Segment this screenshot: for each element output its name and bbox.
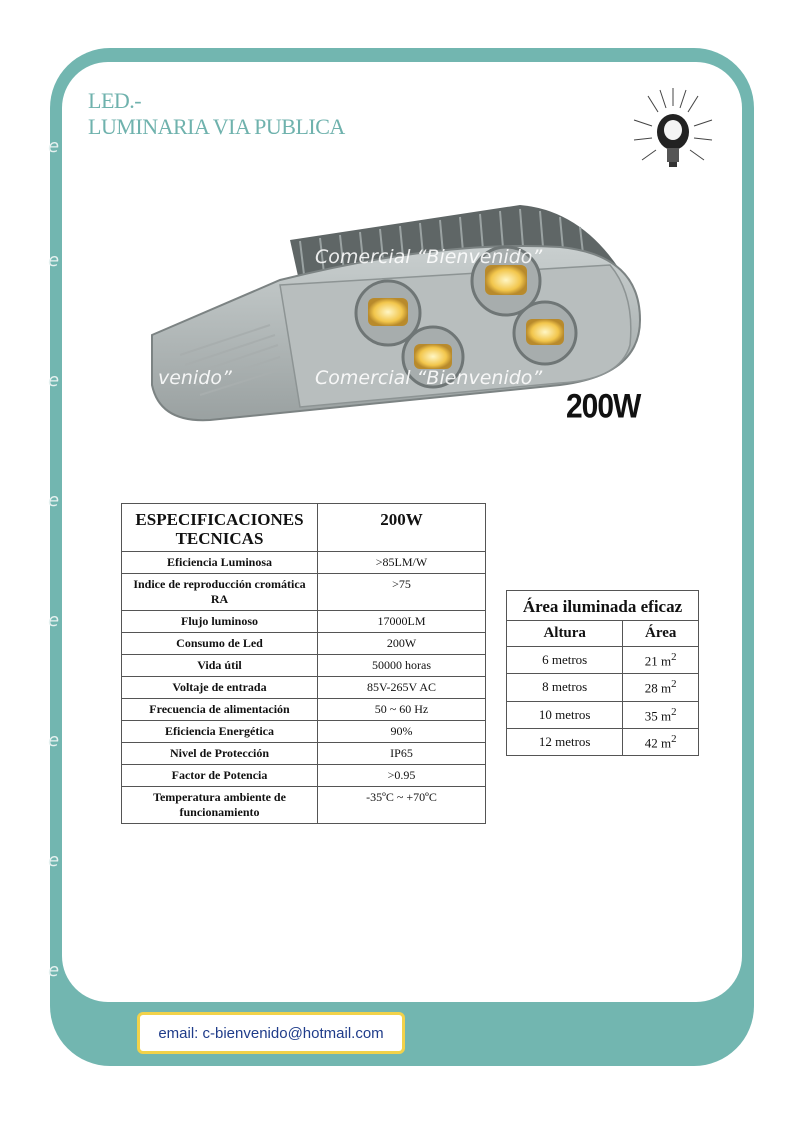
specifications-table bbox=[121, 503, 486, 824]
watermark-text: Comercial “Bienvenido” bbox=[315, 367, 543, 389]
spec-value: 90% bbox=[318, 721, 486, 743]
spec-label: Temperatura ambiente de funcionamiento bbox=[122, 787, 318, 824]
table-row bbox=[507, 728, 699, 755]
title-line-1: LED.- bbox=[88, 88, 142, 113]
table-row bbox=[122, 743, 486, 765]
side-watermark: e bbox=[48, 610, 60, 631]
table-row bbox=[122, 574, 486, 611]
table-row bbox=[507, 674, 699, 701]
spec-value: 200W bbox=[318, 633, 486, 655]
table-row bbox=[122, 765, 486, 787]
table-caption-row bbox=[507, 591, 699, 621]
table-row bbox=[507, 701, 699, 728]
table-header-row bbox=[507, 621, 699, 647]
spec-label: Eficiencia Energética bbox=[122, 721, 318, 743]
spec-value: >0.95 bbox=[318, 765, 486, 787]
column-header-height: Altura bbox=[507, 621, 623, 647]
spec-label: Nivel de Protección bbox=[122, 743, 318, 765]
power-rating-label: 200W bbox=[566, 387, 641, 426]
spec-label: Frecuencia de alimentación bbox=[122, 699, 318, 721]
watermark-text: Comercial “Bienvenido” bbox=[315, 246, 543, 268]
table-row bbox=[122, 699, 486, 721]
table-row bbox=[122, 787, 486, 824]
side-watermark: e bbox=[48, 730, 60, 751]
table-row bbox=[122, 611, 486, 633]
area-value: 28 m bbox=[644, 680, 672, 696]
height-cell: 8 metros bbox=[507, 674, 623, 701]
email-contact-box bbox=[137, 1012, 405, 1054]
unit-exponent: 2 bbox=[671, 678, 677, 691]
side-watermark: e bbox=[48, 490, 60, 511]
area-table-caption: Área iluminada eficaz bbox=[507, 591, 699, 621]
spec-label: Vida útil bbox=[122, 655, 318, 677]
spec-header-value: 200W bbox=[318, 504, 486, 552]
spec-value: 50 ~ 60 Hz bbox=[318, 699, 486, 721]
watermark-text-fragment: venido” bbox=[158, 367, 232, 389]
spec-label: Factor de Potencia bbox=[122, 765, 318, 787]
page-title bbox=[88, 88, 345, 140]
area-value: 35 m bbox=[644, 707, 672, 723]
spec-value: >75 bbox=[318, 574, 486, 611]
table-row bbox=[122, 677, 486, 699]
height-cell: 6 metros bbox=[507, 647, 623, 674]
area-cell bbox=[623, 728, 699, 755]
title-line-2: LUMINARIA VIA PUBLICA bbox=[88, 114, 345, 139]
area-value: 21 m bbox=[644, 653, 672, 669]
led-module bbox=[514, 302, 576, 364]
table-row bbox=[507, 647, 699, 674]
area-cell bbox=[623, 647, 699, 674]
area-value: 42 m bbox=[644, 735, 672, 751]
table-header-row bbox=[122, 504, 486, 552]
height-cell: 12 metros bbox=[507, 728, 623, 755]
side-watermark: e bbox=[48, 136, 60, 157]
height-cell: 10 metros bbox=[507, 701, 623, 728]
illuminated-area-table bbox=[506, 590, 699, 756]
unit-exponent: 2 bbox=[671, 651, 677, 663]
area-cell bbox=[623, 674, 699, 701]
spec-value: >85LM/W bbox=[318, 552, 486, 574]
spec-label: Indice de reproducción cromática RA bbox=[122, 574, 318, 611]
area-cell bbox=[623, 701, 699, 728]
table-row bbox=[122, 721, 486, 743]
table-row bbox=[122, 633, 486, 655]
email-link[interactable]: email: c-bienvenido@hotmail.com bbox=[158, 1024, 384, 1042]
spec-value: -35ºC ~ +70ºC bbox=[318, 787, 486, 824]
side-watermark: e bbox=[48, 370, 60, 391]
side-watermark: e bbox=[48, 850, 60, 871]
side-watermark: e bbox=[48, 250, 60, 271]
table-row bbox=[122, 655, 486, 677]
column-header-area: Área bbox=[623, 621, 699, 647]
spec-label: Consumo de Led bbox=[122, 633, 318, 655]
spec-value: 17000LM bbox=[318, 611, 486, 633]
spec-header-label: ESPECIFICACIONES TECNICAS bbox=[122, 504, 318, 552]
table-row bbox=[122, 552, 486, 574]
side-watermark: e bbox=[48, 960, 60, 981]
spec-label: Flujo luminoso bbox=[122, 611, 318, 633]
unit-exponent: 2 bbox=[671, 705, 677, 718]
spec-value: 85V-265V AC bbox=[318, 677, 486, 699]
lightbulb-logo-icon bbox=[628, 82, 718, 178]
spec-label: Eficiencia Luminosa bbox=[122, 552, 318, 574]
spec-value: 50000 horas bbox=[318, 655, 486, 677]
unit-exponent: 2 bbox=[671, 732, 677, 745]
spec-value: IP65 bbox=[318, 743, 486, 765]
spec-label: Voltaje de entrada bbox=[122, 677, 318, 699]
